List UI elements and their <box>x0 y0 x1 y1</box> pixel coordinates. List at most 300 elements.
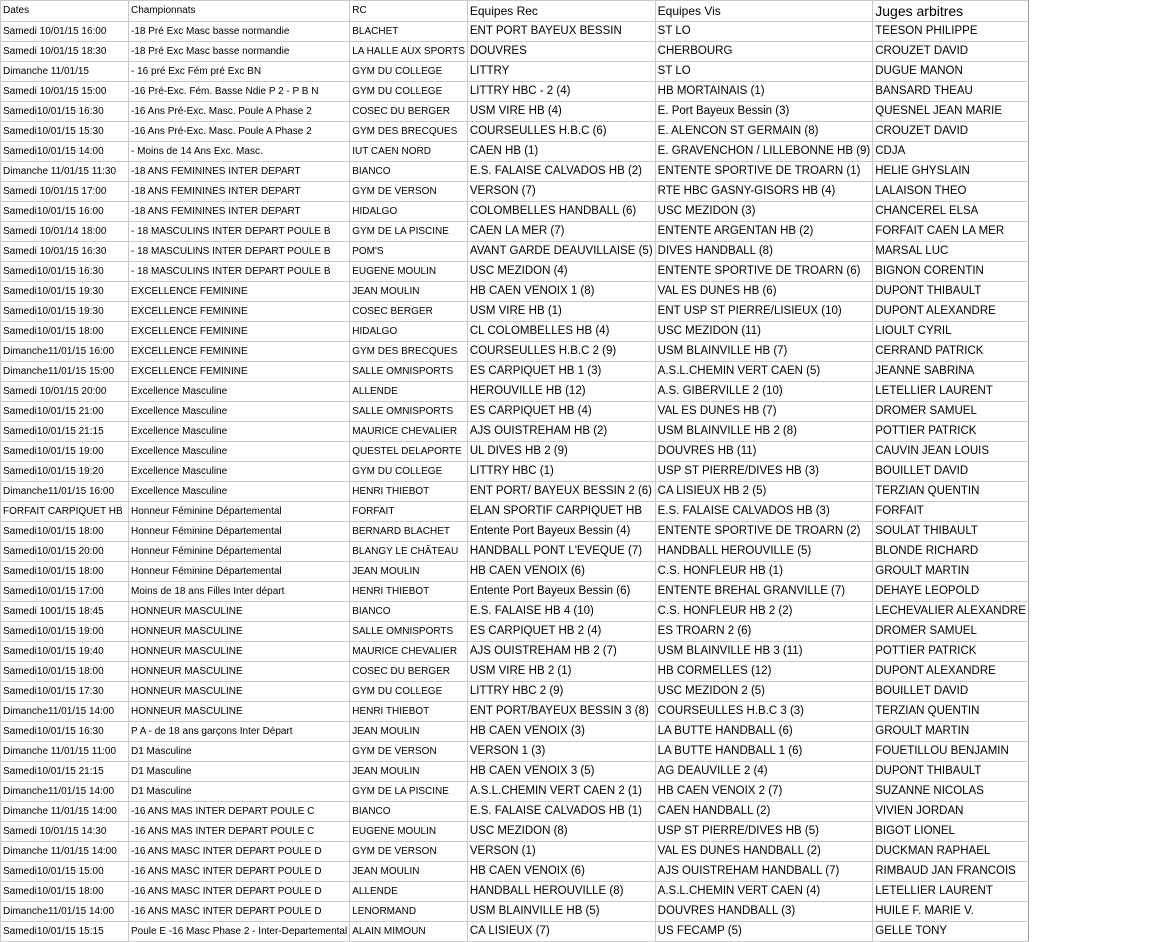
referee-cell: DUCKMAN RAPHAEL <box>873 842 1029 862</box>
date-cell: Dimanche 11/01/15 14:00 <box>1 802 129 822</box>
championship-cell: - 16 pré Exc Fém pré Exc BN <box>129 62 350 82</box>
home-team-cell: AVANT GARDE DEAUVILLAISE (5) <box>467 242 655 262</box>
away-team-cell: USM BLAINVILLE HB 2 (8) <box>655 422 873 442</box>
referee-cell: BOUILLET DAVID <box>873 682 1029 702</box>
table-row <box>1 382 1029 402</box>
championship-cell: HONNEUR MASCULINE <box>129 662 350 682</box>
away-team-cell: LA BUTTE HANDBALL (6) <box>655 722 873 742</box>
table-row <box>1 802 1029 822</box>
table-row <box>1 162 1029 182</box>
venue-cell: JEAN MOULIN <box>350 722 468 742</box>
home-team-cell: CAEN LA MER (7) <box>467 222 655 242</box>
home-team-cell: LITTRY HBC - 2 (4) <box>467 82 655 102</box>
championship-cell: Honneur Féminine Départemental <box>129 562 350 582</box>
referee-cell: MARSAL LUC <box>873 242 1029 262</box>
championship-cell: Moins de 18 ans Filles Inter départ <box>129 582 350 602</box>
venue-cell: GYM DES BRECQUES <box>350 342 468 362</box>
referee-cell: CAUVIN JEAN LOUIS <box>873 442 1029 462</box>
date-cell: Samedi10/01/15 16:30 <box>1 102 129 122</box>
venue-cell: LA HALLE AUX SPORTS <box>350 42 468 62</box>
championship-cell: -16 Ans Pré-Exc. Masc. Poule A Phase 2 <box>129 122 350 142</box>
date-cell: Samedi10/01/15 19:00 <box>1 442 129 462</box>
away-team-cell: ENTENTE SPORTIVE DE TROARN (6) <box>655 262 873 282</box>
referee-cell: CROUZET DAVID <box>873 42 1029 62</box>
away-team-cell: VAL ES DUNES HANDBALL (2) <box>655 842 873 862</box>
referee-cell: BIGNON CORENTIN <box>873 262 1029 282</box>
home-team-cell: USC MEZIDON (8) <box>467 822 655 842</box>
date-cell: Samedi 10/01/15 16:00 <box>1 22 129 42</box>
date-cell: Samedi 10/01/15 14:30 <box>1 822 129 842</box>
column-header-home-team: Equipes Rec <box>467 1 655 22</box>
venue-cell: HENRI THIEBOT <box>350 482 468 502</box>
date-cell: Samedi10/01/15 14:00 <box>1 142 129 162</box>
home-team-cell: USC MEZIDON (4) <box>467 262 655 282</box>
championship-cell: -16 ANS MASC INTER DEPART POULE D <box>129 862 350 882</box>
table-row <box>1 682 1029 702</box>
referee-cell: LIOULT CYRIL <box>873 322 1029 342</box>
table-row <box>1 742 1029 762</box>
venue-cell: GYM DE LA PISCINE <box>350 782 468 802</box>
table-row <box>1 782 1029 802</box>
venue-cell: POM'S <box>350 242 468 262</box>
home-team-cell: Entente Port Bayeux Bessin (6) <box>467 582 655 602</box>
venue-cell: QUESTEL DELAPORTE <box>350 442 468 462</box>
home-team-cell: LITTRY HBC 2 (9) <box>467 682 655 702</box>
championship-cell: Excellence Masculine <box>129 402 350 422</box>
column-header-referee: Juges arbitres <box>873 1 1029 22</box>
away-team-cell: ES TROARN 2 (6) <box>655 622 873 642</box>
venue-cell: GYM DE VERSON <box>350 842 468 862</box>
away-team-cell: COURSEULLES H.B.C 3 (3) <box>655 702 873 722</box>
column-header-venue: RC <box>350 1 468 22</box>
date-cell: Samedi 10/01/15 18:30 <box>1 42 129 62</box>
referee-cell: DUPONT THIBAULT <box>873 762 1029 782</box>
table-row <box>1 442 1029 462</box>
date-cell: Samedi10/01/15 15:00 <box>1 862 129 882</box>
championship-cell: EXCELLENCE FEMININE <box>129 362 350 382</box>
venue-cell: GYM DU COLLEGE <box>350 462 468 482</box>
home-team-cell: ELAN SPORTIF CARPIQUET HB <box>467 502 655 522</box>
date-cell: Dimanche11/01/15 15:00 <box>1 362 129 382</box>
header-row <box>1 1 1029 22</box>
date-cell: Samedi10/01/15 19:00 <box>1 622 129 642</box>
referee-cell: POTTIER PATRICK <box>873 422 1029 442</box>
referee-cell: BIGOT LIONEL <box>873 822 1029 842</box>
referee-cell: TERZIAN QUENTIN <box>873 702 1029 722</box>
date-cell: Samedi 10/01/15 16:30 <box>1 242 129 262</box>
table-row <box>1 362 1029 382</box>
championship-cell: Honneur Féminine Départemental <box>129 502 350 522</box>
home-team-cell: LITTRY <box>467 62 655 82</box>
championship-cell: Excellence Masculine <box>129 462 350 482</box>
venue-cell: SALLE OMNISPORTS <box>350 622 468 642</box>
table-row <box>1 842 1029 862</box>
venue-cell: MAURICE CHEVALIER <box>350 642 468 662</box>
referee-cell: DUPONT THIBAULT <box>873 282 1029 302</box>
table-row <box>1 42 1029 62</box>
home-team-cell: USM BLAINVILLE HB (5) <box>467 902 655 922</box>
date-cell: Dimanche 11/01/15 11:30 <box>1 162 129 182</box>
table-row <box>1 702 1029 722</box>
table-row <box>1 222 1029 242</box>
venue-cell: MAURICE CHEVALIER <box>350 422 468 442</box>
venue-cell: JEAN MOULIN <box>350 862 468 882</box>
championship-cell: -16 ANS MAS INTER DEPART POULE C <box>129 802 350 822</box>
date-cell: Samedi10/01/15 18:00 <box>1 662 129 682</box>
championship-cell: EXCELLENCE FEMININE <box>129 322 350 342</box>
referee-cell: DUGUE MANON <box>873 62 1029 82</box>
table-row <box>1 502 1029 522</box>
away-team-cell: A.S.L.CHEMIN VERT CAEN (4) <box>655 882 873 902</box>
column-header-away-team: Equipes Vis <box>655 1 873 22</box>
venue-cell: GYM DU COLLEGE <box>350 82 468 102</box>
table-row <box>1 482 1029 502</box>
table-row <box>1 662 1029 682</box>
away-team-cell: A.S.L.CHEMIN VERT CAEN (5) <box>655 362 873 382</box>
away-team-cell: USP ST PIERRE/DIVES HB (5) <box>655 822 873 842</box>
table-row <box>1 582 1029 602</box>
venue-cell: HIDALGO <box>350 202 468 222</box>
away-team-cell: CA LISIEUX HB 2 (5) <box>655 482 873 502</box>
away-team-cell: AG DEAUVILLE 2 (4) <box>655 762 873 782</box>
referee-cell: GROULT MARTIN <box>873 722 1029 742</box>
referee-cell: SOULAT THIBAULT <box>873 522 1029 542</box>
venue-cell: BERNARD BLACHET <box>350 522 468 542</box>
home-team-cell: DOUVRES <box>467 42 655 62</box>
away-team-cell: E. GRAVENCHON / LILLEBONNE HB (9) <box>655 142 873 162</box>
venue-cell: HENRI THIEBOT <box>350 582 468 602</box>
venue-cell: EUGENE MOULIN <box>350 822 468 842</box>
referee-cell: DROMER SAMUEL <box>873 622 1029 642</box>
referee-cell: RIMBAUD JAN FRANCOIS <box>873 862 1029 882</box>
away-team-cell: DIVES HANDBALL (8) <box>655 242 873 262</box>
away-team-cell: DOUVRES HANDBALL (3) <box>655 902 873 922</box>
date-cell: Samedi10/01/15 16:00 <box>1 202 129 222</box>
home-team-cell: COURSEULLES H.B.C (6) <box>467 122 655 142</box>
referee-cell: LECHEVALIER ALEXANDRE <box>873 602 1029 622</box>
home-team-cell: COLOMBELLES HANDBALL (6) <box>467 202 655 222</box>
date-cell: Dimanche11/01/15 16:00 <box>1 342 129 362</box>
away-team-cell: ENTENTE SPORTIVE DE TROARN (2) <box>655 522 873 542</box>
date-cell: Dimanche11/01/15 14:00 <box>1 702 129 722</box>
date-cell: Samedi10/01/15 18:00 <box>1 322 129 342</box>
date-cell: Samedi10/01/15 19:30 <box>1 302 129 322</box>
away-team-cell: E. ALENCON ST GERMAIN (8) <box>655 122 873 142</box>
away-team-cell: LA BUTTE HANDBALL 1 (6) <box>655 742 873 762</box>
referee-cell: LETELLIER LAURENT <box>873 882 1029 902</box>
venue-cell: LENORMAND <box>350 902 468 922</box>
venue-cell: HIDALGO <box>350 322 468 342</box>
table-row <box>1 722 1029 742</box>
table-row <box>1 102 1029 122</box>
away-team-cell: DOUVRES HB (11) <box>655 442 873 462</box>
away-team-cell: ENTENTE BREHAL GRANVILLE (7) <box>655 582 873 602</box>
home-team-cell: E.S. FALAISE HB 4 (10) <box>467 602 655 622</box>
venue-cell: JEAN MOULIN <box>350 562 468 582</box>
championship-cell: -18 ANS FEMININES INTER DEPART <box>129 202 350 222</box>
championship-cell: Honneur Féminine Départemental <box>129 542 350 562</box>
date-cell: Samedi10/01/15 15:30 <box>1 122 129 142</box>
home-team-cell: AJS OUISTREHAM HB (2) <box>467 422 655 442</box>
home-team-cell: CL COLOMBELLES HB (4) <box>467 322 655 342</box>
home-team-cell: VERSON (7) <box>467 182 655 202</box>
table-row <box>1 122 1029 142</box>
referee-cell: BOUILLET DAVID <box>873 462 1029 482</box>
away-team-cell: AJS OUISTREHAM HANDBALL (7) <box>655 862 873 882</box>
home-team-cell: ENT PORT/BAYEUX BESSIN 3 (8) <box>467 702 655 722</box>
home-team-cell: CAEN HB (1) <box>467 142 655 162</box>
venue-cell: ALLENDE <box>350 382 468 402</box>
championship-cell: EXCELLENCE FEMININE <box>129 302 350 322</box>
venue-cell: COSEC BERGER <box>350 302 468 322</box>
championship-cell: - Moins de 14 Ans Exc. Masc. <box>129 142 350 162</box>
date-cell: Dimanche11/01/15 14:00 <box>1 902 129 922</box>
championship-cell: D1 Masculine <box>129 762 350 782</box>
referee-cell: DROMER SAMUEL <box>873 402 1029 422</box>
championship-cell: - 18 MASCULINS INTER DEPART POULE B <box>129 222 350 242</box>
away-team-cell: USC MEZIDON (3) <box>655 202 873 222</box>
date-cell: Samedi10/01/15 19:20 <box>1 462 129 482</box>
away-team-cell: HB MORTAINAIS (1) <box>655 82 873 102</box>
table-row <box>1 462 1029 482</box>
home-team-cell: E.S. FALAISE CALVADOS HB (1) <box>467 802 655 822</box>
referee-cell: DUPONT ALEXANDRE <box>873 662 1029 682</box>
away-team-cell: USC MEZIDON (11) <box>655 322 873 342</box>
date-cell: Samedi10/01/15 18:00 <box>1 882 129 902</box>
home-team-cell: ENT PORT/ BAYEUX BESSIN 2 (6) <box>467 482 655 502</box>
table-row <box>1 522 1029 542</box>
table-row <box>1 322 1029 342</box>
referee-cell: POTTIER PATRICK <box>873 642 1029 662</box>
venue-cell: BIANCO <box>350 802 468 822</box>
away-team-cell: HANDBALL HEROUVILLE (5) <box>655 542 873 562</box>
table-row <box>1 262 1029 282</box>
venue-cell: GYM DE VERSON <box>350 742 468 762</box>
table-row <box>1 882 1029 902</box>
championship-cell: D1 Masculine <box>129 742 350 762</box>
away-team-cell: VAL ES DUNES HB (7) <box>655 402 873 422</box>
referee-cell: CDJA <box>873 142 1029 162</box>
referee-cell: TEESON PHILIPPE <box>873 22 1029 42</box>
home-team-cell: ES CARPIQUET HB 2 (4) <box>467 622 655 642</box>
date-cell: FORFAIT CARPIQUET HB <box>1 502 129 522</box>
referee-cell: QUESNEL JEAN MARIE <box>873 102 1029 122</box>
away-team-cell: VAL ES DUNES HB (6) <box>655 282 873 302</box>
away-team-cell: ENT USP ST PIERRE/LISIEUX (10) <box>655 302 873 322</box>
referee-cell: FORFAIT <box>873 502 1029 522</box>
venue-cell: ALAIN MIMOUN <box>350 922 468 942</box>
championship-cell: HONNEUR MASCULINE <box>129 702 350 722</box>
table-row <box>1 82 1029 102</box>
away-team-cell: USP ST PIERRE/DIVES HB (3) <box>655 462 873 482</box>
table-row <box>1 902 1029 922</box>
championship-cell: -16 ANS MASC INTER DEPART POULE D <box>129 882 350 902</box>
date-cell: Samedi10/01/15 17:30 <box>1 682 129 702</box>
home-team-cell: E.S. FALAISE CALVADOS HB (2) <box>467 162 655 182</box>
date-cell: Samedi10/01/15 16:30 <box>1 262 129 282</box>
date-cell: Samedi 10/01/15 20:00 <box>1 382 129 402</box>
date-cell: Samedi 10/01/15 15:00 <box>1 82 129 102</box>
away-team-cell: ENTENTE SPORTIVE DE TROARN (1) <box>655 162 873 182</box>
date-cell: Samedi10/01/15 21:00 <box>1 402 129 422</box>
home-team-cell: A.S.L.CHEMIN VERT CAEN 2 (1) <box>467 782 655 802</box>
championship-cell: Poule E -16 Masc Phase 2 - Inter-Departemental <box>129 922 350 942</box>
home-team-cell: HB CAEN VENOIX (6) <box>467 562 655 582</box>
championship-cell: P A - de 18 ans garçons Inter Départ <box>129 722 350 742</box>
away-team-cell: E. Port Bayeux Bessin (3) <box>655 102 873 122</box>
date-cell: Samedi10/01/15 19:40 <box>1 642 129 662</box>
home-team-cell: HANDBALL PONT L'EVEQUE (7) <box>467 542 655 562</box>
away-team-cell: ST LO <box>655 22 873 42</box>
championship-cell: HONNEUR MASCULINE <box>129 622 350 642</box>
referee-cell: JEANNE SABRINA <box>873 362 1029 382</box>
column-header-championship: Championnats <box>129 1 350 22</box>
referee-cell: GELLE TONY <box>873 922 1029 942</box>
referee-cell: FOUETILLOU BENJAMIN <box>873 742 1029 762</box>
referee-cell: CROUZET DAVID <box>873 122 1029 142</box>
table-row <box>1 402 1029 422</box>
referee-cell: DEHAYE LEOPOLD <box>873 582 1029 602</box>
venue-cell: EUGENE MOULIN <box>350 262 468 282</box>
table-row <box>1 282 1029 302</box>
date-cell: Samedi10/01/15 16:30 <box>1 722 129 742</box>
home-team-cell: USM VIRE HB (4) <box>467 102 655 122</box>
home-team-cell: HB CAEN VENOIX 1 (8) <box>467 282 655 302</box>
away-team-cell: E.S. FALAISE CALVADOS HB (3) <box>655 502 873 522</box>
home-team-cell: HB CAEN VENOIX (6) <box>467 862 655 882</box>
away-team-cell: RTE HBC GASNY-GISORS HB (4) <box>655 182 873 202</box>
home-team-cell: AJS OUISTREHAM HB 2 (7) <box>467 642 655 662</box>
venue-cell: GYM DE LA PISCINE <box>350 222 468 242</box>
date-cell: Samedi10/01/15 18:00 <box>1 562 129 582</box>
home-team-cell: HB CAEN VENOIX 3 (5) <box>467 762 655 782</box>
home-team-cell: ES CARPIQUET HB (4) <box>467 402 655 422</box>
date-cell: Samedi10/01/15 17:00 <box>1 582 129 602</box>
championship-cell: -16 Ans Pré-Exc. Masc. Poule A Phase 2 <box>129 102 350 122</box>
away-team-cell: USC MEZIDON 2 (5) <box>655 682 873 702</box>
table-row <box>1 822 1029 842</box>
venue-cell: SALLE OMNISPORTS <box>350 362 468 382</box>
venue-cell: GYM DU COLLEGE <box>350 682 468 702</box>
date-cell: Dimanche 11/01/15 14:00 <box>1 842 129 862</box>
championship-cell: - 18 MASCULINS INTER DEPART POULE B <box>129 262 350 282</box>
championship-cell: D1 Masculine <box>129 782 350 802</box>
date-cell: Dimanche 11/01/15 11:00 <box>1 742 129 762</box>
away-team-cell: ST LO <box>655 62 873 82</box>
home-team-cell: LITTRY HBC (1) <box>467 462 655 482</box>
venue-cell: GYM DU COLLEGE <box>350 62 468 82</box>
date-cell: Samedi10/01/15 19:30 <box>1 282 129 302</box>
away-team-cell: C.S. HONFLEUR HB 2 (2) <box>655 602 873 622</box>
date-cell: Samedi 10/01/14 18:00 <box>1 222 129 242</box>
referee-cell: BANSARD THEAU <box>873 82 1029 102</box>
table-row <box>1 302 1029 322</box>
venue-cell: COSEC DU BERGER <box>350 102 468 122</box>
championship-cell: -18 ANS FEMININES INTER DEPART <box>129 182 350 202</box>
referee-cell: CERRAND PATRICK <box>873 342 1029 362</box>
table-row <box>1 622 1029 642</box>
championship-cell: Excellence Masculine <box>129 442 350 462</box>
championship-cell: -16 ANS MAS INTER DEPART POULE C <box>129 822 350 842</box>
column-header-date: Dates <box>1 1 129 22</box>
referee-cell: CHANCEREL ELSA <box>873 202 1029 222</box>
referee-cell: HUILE F. MARIE V. <box>873 902 1029 922</box>
home-team-cell: UL DIVES HB 2 (9) <box>467 442 655 462</box>
away-team-cell: USM BLAINVILLE HB (7) <box>655 342 873 362</box>
home-team-cell: CA LISIEUX (7) <box>467 922 655 942</box>
date-cell: Samedi 1001/15 18:45 <box>1 602 129 622</box>
table-row <box>1 862 1029 882</box>
championship-cell: -16 ANS MASC INTER DEPART POULE D <box>129 842 350 862</box>
referee-cell: VIVIEN JORDAN <box>873 802 1029 822</box>
table-body <box>1 1 1029 942</box>
venue-cell: JEAN MOULIN <box>350 762 468 782</box>
table-row <box>1 542 1029 562</box>
date-cell: Samedi10/01/15 18:00 <box>1 522 129 542</box>
referee-cell: TERZIAN QUENTIN <box>873 482 1029 502</box>
table-row <box>1 22 1029 42</box>
venue-cell: GYM DES BRECQUES <box>350 122 468 142</box>
home-team-cell: HB CAEN VENOIX (3) <box>467 722 655 742</box>
home-team-cell: HANDBALL HEROUVILLE (8) <box>467 882 655 902</box>
table-row <box>1 182 1029 202</box>
home-team-cell: Entente Port Bayeux Bessin (4) <box>467 522 655 542</box>
championship-cell: HONNEUR MASCULINE <box>129 602 350 622</box>
referee-cell: BLONDE RICHARD <box>873 542 1029 562</box>
referee-cell: DUPONT ALEXANDRE <box>873 302 1029 322</box>
table-row <box>1 762 1029 782</box>
home-team-cell: HEROUVILLE HB (12) <box>467 382 655 402</box>
date-cell: Dimanche 11/01/15 <box>1 62 129 82</box>
table-row <box>1 142 1029 162</box>
venue-cell: HENRI THIEBOT <box>350 702 468 722</box>
championship-cell: Excellence Masculine <box>129 482 350 502</box>
championship-cell: -16 Pré-Exc. Fém. Basse Ndie P 2 - P B N <box>129 82 350 102</box>
away-team-cell: US FECAMP (5) <box>655 922 873 942</box>
referee-cell: LETELLIER LAURENT <box>873 382 1029 402</box>
home-team-cell: ES CARPIQUET HB 1 (3) <box>467 362 655 382</box>
venue-cell: IUT CAEN NORD <box>350 142 468 162</box>
table-row <box>1 342 1029 362</box>
away-team-cell: HB CORMELLES (12) <box>655 662 873 682</box>
championship-cell: -18 Pré Exc Masc basse normandie <box>129 22 350 42</box>
away-team-cell: USM BLAINVILLE HB 3 (11) <box>655 642 873 662</box>
home-team-cell: VERSON (1) <box>467 842 655 862</box>
away-team-cell: HB CAEN VENOIX 2 (7) <box>655 782 873 802</box>
championship-cell: HONNEUR MASCULINE <box>129 682 350 702</box>
table-row <box>1 922 1029 942</box>
venue-cell: BLACHET <box>350 22 468 42</box>
championship-cell: Excellence Masculine <box>129 382 350 402</box>
championship-cell: -18 Pré Exc Masc basse normandie <box>129 42 350 62</box>
referee-cell: FORFAIT CAEN LA MER <box>873 222 1029 242</box>
home-team-cell: VERSON 1 (3) <box>467 742 655 762</box>
date-cell: Dimanche11/01/15 14:00 <box>1 782 129 802</box>
championship-cell: Excellence Masculine <box>129 422 350 442</box>
table-row <box>1 62 1029 82</box>
away-team-cell: ENTENTE ARGENTAN HB (2) <box>655 222 873 242</box>
table-row <box>1 642 1029 662</box>
championship-cell: -16 ANS MASC INTER DEPART POULE D <box>129 902 350 922</box>
home-team-cell: USM VIRE HB 2 (1) <box>467 662 655 682</box>
table-row <box>1 422 1029 442</box>
table-row <box>1 602 1029 622</box>
date-cell: Samedi10/01/15 15:15 <box>1 922 129 942</box>
away-team-cell: CHERBOURG <box>655 42 873 62</box>
home-team-cell: COURSEULLES H.B.C 2 (9) <box>467 342 655 362</box>
venue-cell: ALLENDE <box>350 882 468 902</box>
date-cell: Samedi10/01/15 21:15 <box>1 762 129 782</box>
